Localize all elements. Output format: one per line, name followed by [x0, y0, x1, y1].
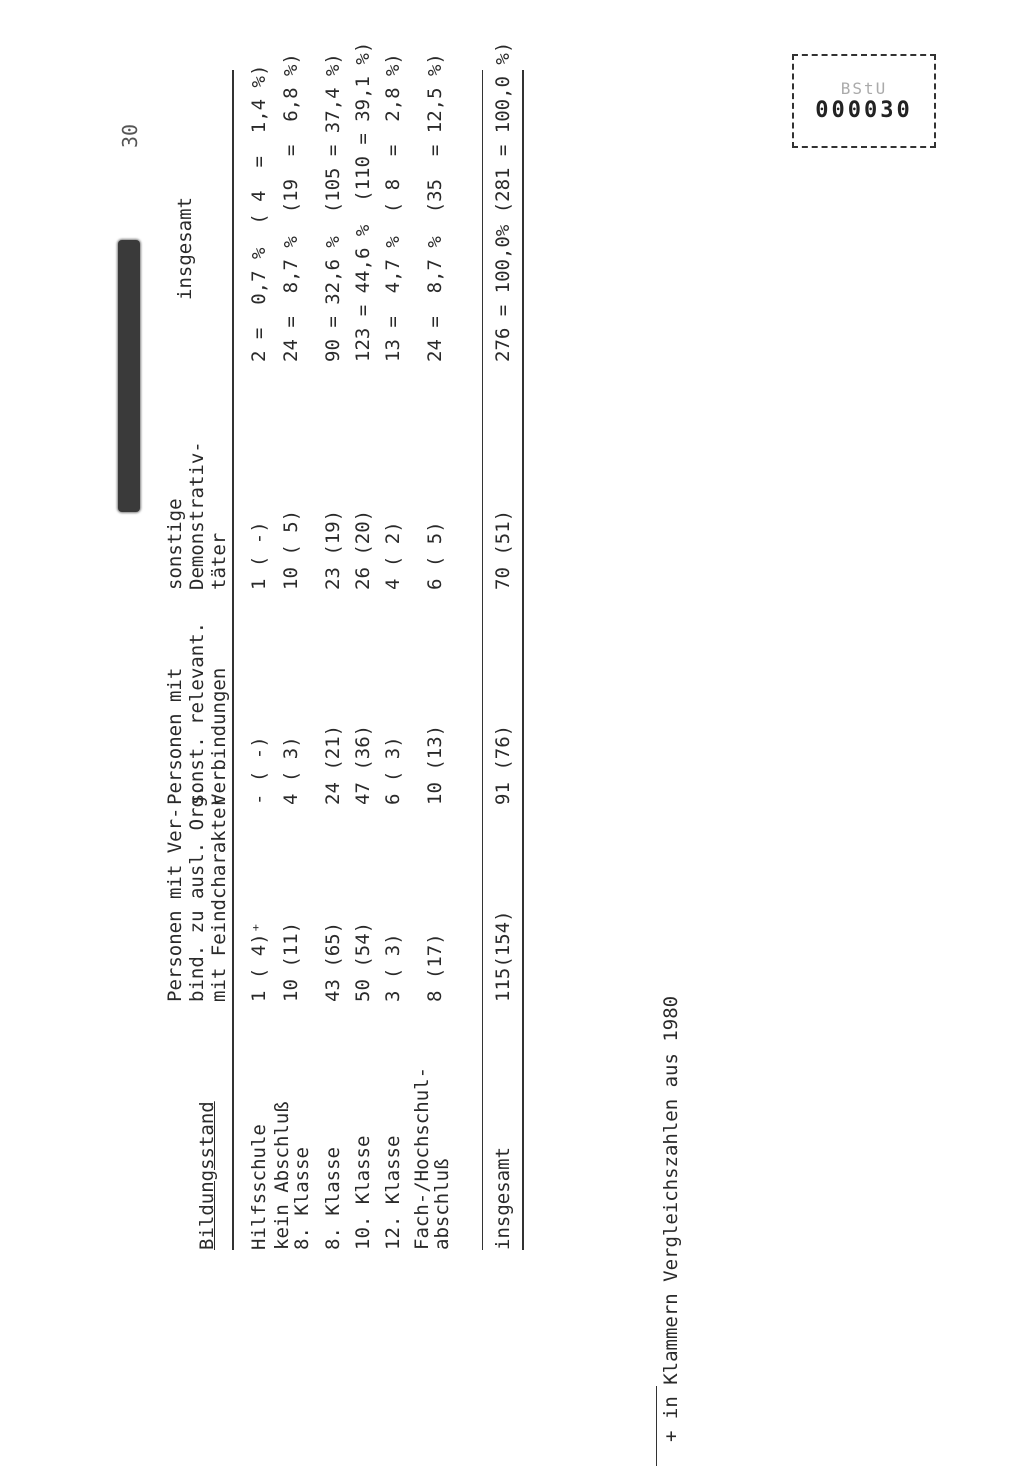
cell-feindcharakter: 3 ( 3): [382, 933, 404, 1002]
cell-insgesamt: 123 = 44,6 % (110 = 39,1 %): [352, 41, 374, 362]
stamp-number: 000030: [815, 98, 913, 123]
table-rule-top: [232, 70, 234, 1250]
table-row: [350, 30, 380, 1250]
cell-demonstrativtaeter: 6 ( 5): [424, 521, 446, 590]
cell-insgesamt: 2 = 0,7 % ( 4 = 1,4 %): [248, 64, 270, 362]
row-label: 10. Klasse: [352, 1135, 374, 1250]
row-label: Hilfsschule: [248, 1124, 270, 1250]
table-total-row: [490, 30, 520, 1250]
table-rule-mid: [482, 70, 483, 1250]
footnote-rule: [656, 1386, 657, 1466]
header-feindcharakter: Personen mit Ver- bind. zu ausl. Org. mit Feindcharakter: [164, 784, 230, 1002]
cell-feindcharakter: 43 (65): [322, 921, 344, 1002]
total-sonst-verbindungen: 91 (76): [492, 724, 514, 805]
cell-insgesamt: 13 = 4,7 % ( 8 = 2,8 %): [382, 53, 404, 362]
footnote: + in Klammern Vergleichszahlen aus 1980: [660, 995, 682, 1442]
total-feindcharakter: 115(154): [492, 910, 514, 1002]
cell-demonstrativtaeter: 4 ( 2): [382, 521, 404, 590]
header-bildungsstand: Bildungsstand: [196, 1101, 218, 1250]
cell-feindcharakter: 10 (11): [280, 921, 302, 1002]
statistics-table: [160, 30, 530, 1250]
row-label: 12. Klasse: [382, 1135, 404, 1250]
cell-sonst-verbindungen: 4 ( 3): [280, 736, 302, 805]
stamp-code: BStU: [840, 79, 888, 98]
row-label: Fach-/Hochschul- abschluß: [411, 1066, 453, 1250]
archive-stamp: [792, 54, 936, 148]
cell-sonst-verbindungen: 10 (13): [424, 724, 446, 805]
row-label: 8. Klasse: [322, 1147, 344, 1250]
cell-insgesamt: 90 = 32,6 % (105 = 37,4 %): [322, 53, 344, 362]
header-sonst-verbindungen: Personen mit sonst. relevant. Verbindungen: [164, 621, 230, 805]
total-label: insgesamt: [492, 1147, 514, 1250]
header-insgesamt: insgesamt: [174, 197, 196, 300]
cell-sonst-verbindungen: 6 ( 3): [382, 736, 404, 805]
cell-demonstrativtaeter: 1 ( -): [248, 521, 270, 590]
table-rule-bottom: [522, 70, 524, 1250]
total-demonstrativtaeter: 70 (51): [492, 509, 514, 590]
cell-feindcharakter: 50 (54): [352, 921, 374, 1002]
cell-feindcharakter: 8 (17): [424, 933, 446, 1002]
cell-demonstrativtaeter: 10 ( 5): [280, 509, 302, 590]
table-row: [380, 30, 410, 1250]
total-insgesamt: 276 = 100,0% (281 = 100,0 %): [492, 41, 514, 362]
cell-sonst-verbindungen: 24 (21): [322, 724, 344, 805]
cell-sonst-verbindungen: 47 (36): [352, 724, 374, 805]
cell-feindcharakter: 1 ( 4)⁺: [248, 921, 270, 1002]
table-row: [246, 30, 276, 1250]
cell-demonstrativtaeter: 26 (20): [352, 509, 374, 590]
cell-insgesamt: 24 = 8,7 % (19 = 6,8 %): [280, 53, 302, 362]
cell-insgesamt: 24 = 8,7 % (35 = 12,5 %): [424, 53, 446, 362]
table-row: [271, 30, 313, 1250]
row-label: kein Abschluß 8. Klasse: [271, 1101, 313, 1250]
page-number: 30: [118, 123, 142, 148]
table-row: [320, 30, 350, 1250]
redaction-mark: [118, 240, 140, 512]
statistics-table-rotated: [160, 30, 530, 1250]
cell-demonstrativtaeter: 23 (19): [322, 509, 344, 590]
table-row: [411, 30, 453, 1250]
header-demonstrativtaeter: sonstige Demonstrativ- täter: [164, 441, 230, 590]
cell-sonst-verbindungen: - ( -): [248, 736, 270, 805]
